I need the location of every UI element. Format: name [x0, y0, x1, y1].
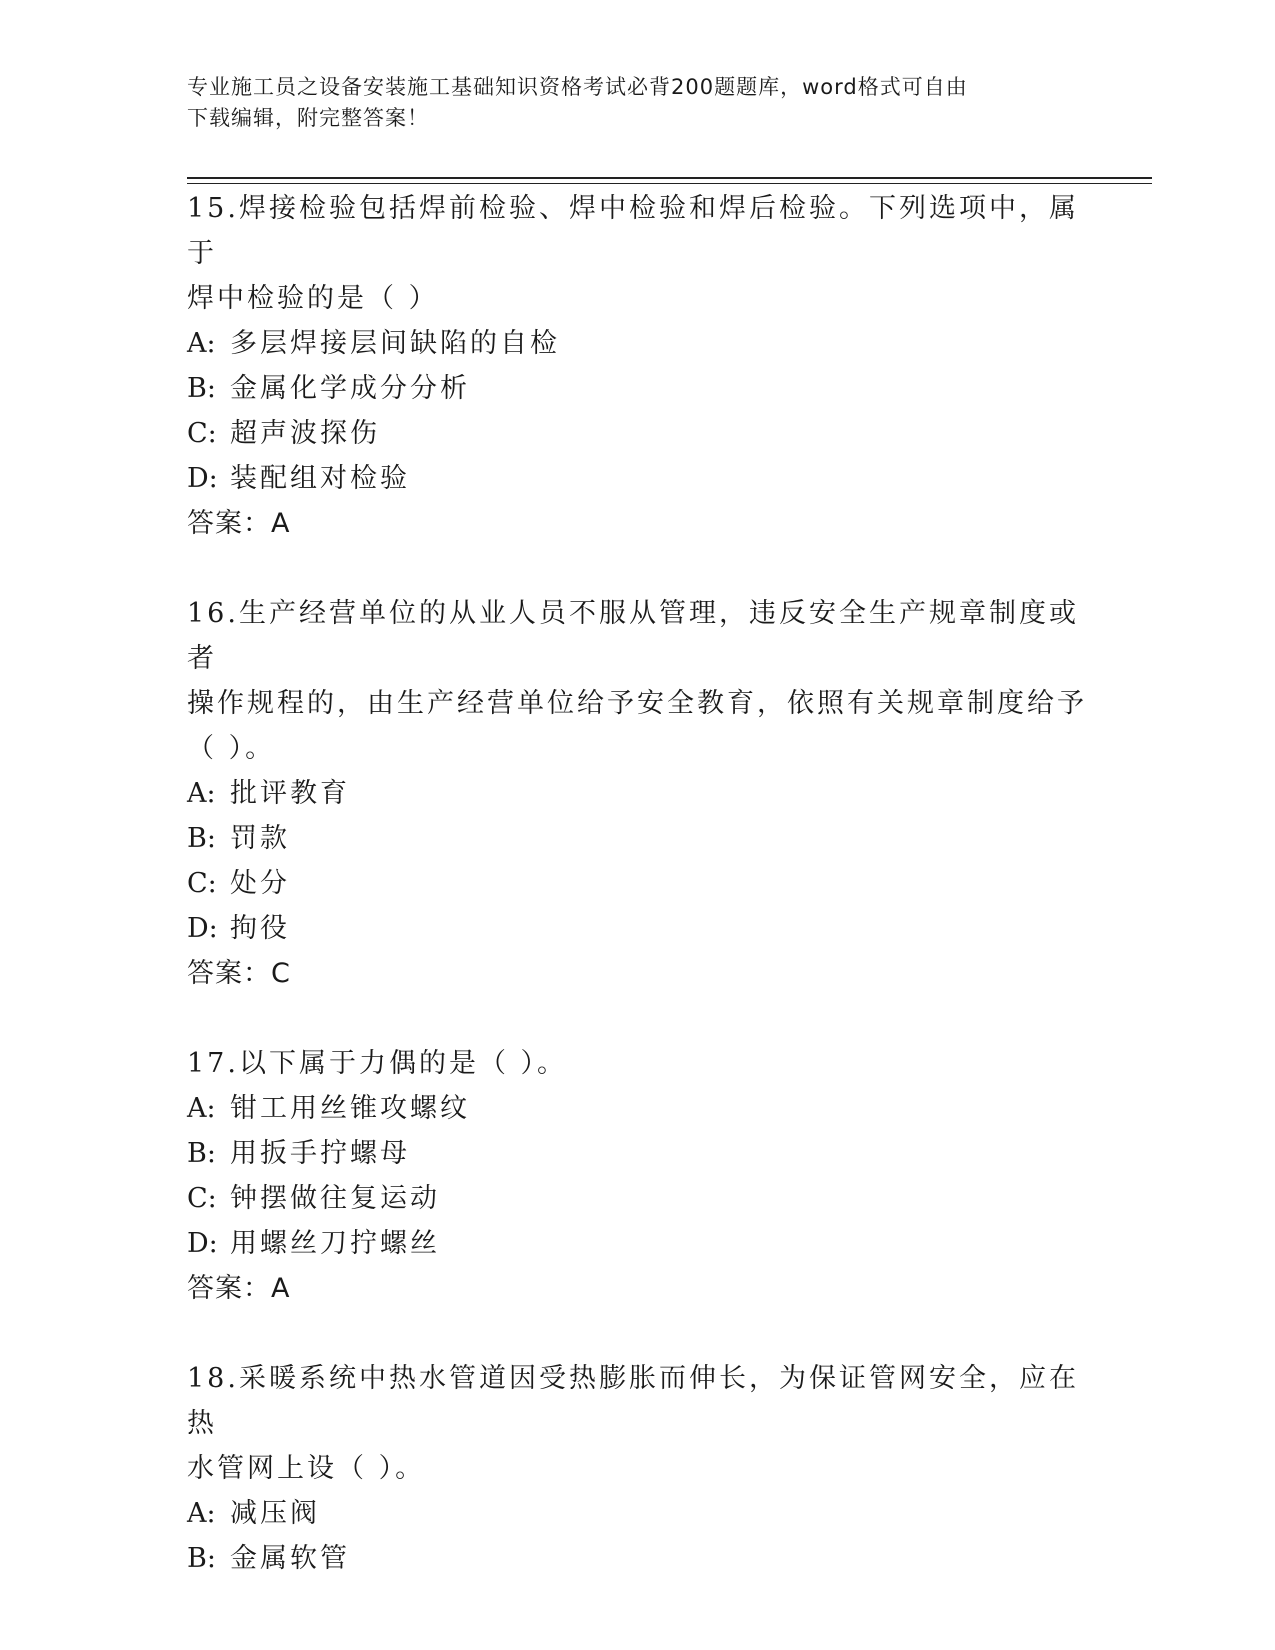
option-c — [187, 1176, 1087, 1221]
question-17 — [187, 1041, 1087, 1311]
option-key: A: — [187, 778, 216, 809]
option-b — [187, 1536, 1087, 1581]
option-text: 超声波探伤 — [230, 418, 380, 449]
option-key: D: — [187, 463, 218, 494]
option-a — [187, 1086, 1087, 1131]
option-text: 用螺丝刀拧螺丝 — [230, 1228, 440, 1259]
answer-line: 答案：C — [187, 958, 291, 989]
option-text: 处分 — [230, 868, 290, 899]
option-key: C: — [187, 418, 217, 449]
question-list — [187, 186, 1087, 1626]
option-key: C: — [187, 868, 217, 899]
option-b — [187, 366, 1087, 411]
answer-line: 答案：A — [187, 1273, 291, 1304]
option-key: A: — [187, 1093, 216, 1124]
option-key: C: — [187, 1183, 217, 1214]
option-a — [187, 1491, 1087, 1536]
option-a — [187, 321, 1087, 366]
stem-line: 15.焊接检验包括焊前检验、焊中检验和焊后检验。下列选项中，属于 — [187, 193, 1079, 269]
header-line-1: 专业施工员之设备安装施工基础知识资格考试必背200题题库，word格式可自由 — [187, 75, 968, 99]
question-stem — [187, 1356, 1087, 1491]
question-15 — [187, 186, 1087, 546]
question-stem — [187, 591, 1087, 771]
option-text: 拘役 — [230, 913, 290, 944]
option-key: B: — [187, 373, 216, 404]
question-18 — [187, 1356, 1087, 1581]
option-d — [187, 906, 1087, 951]
option-key: B: — [187, 1543, 216, 1574]
option-key: D: — [187, 913, 218, 944]
header-line-2: 下载编辑，附完整答案！ — [187, 106, 429, 130]
option-c — [187, 411, 1087, 456]
option-b — [187, 1131, 1087, 1176]
option-key: D: — [187, 1228, 218, 1259]
question-stem — [187, 1041, 1087, 1086]
stem-line: （ ）。 — [187, 733, 276, 764]
option-key: A: — [187, 328, 216, 359]
option-text: 钟摆做往复运动 — [230, 1183, 440, 1214]
option-text: 罚款 — [230, 823, 290, 854]
header-rule-thin — [187, 183, 1152, 184]
option-d — [187, 1221, 1087, 1266]
option-text: 用扳手拧螺母 — [230, 1138, 410, 1169]
option-a — [187, 771, 1087, 816]
option-d — [187, 456, 1087, 501]
question-stem — [187, 186, 1087, 321]
stem-line: 操作规程的，由生产经营单位给予安全教育，依照有关规章制度给予 — [187, 688, 1087, 719]
option-b — [187, 816, 1087, 861]
question-16 — [187, 591, 1087, 996]
option-c — [187, 861, 1087, 906]
option-text: 批评教育 — [230, 778, 350, 809]
option-key: B: — [187, 1138, 216, 1169]
stem-line: 水管网上设（ ）。 — [187, 1453, 426, 1484]
option-text: 金属软管 — [230, 1543, 350, 1574]
option-text: 减压阀 — [230, 1498, 320, 1529]
stem-line: 17.以下属于力偶的是（ ）。 — [187, 1048, 568, 1079]
option-text: 多层焊接层间缺陷的自检 — [230, 328, 560, 359]
answer-line: 答案：A — [187, 508, 291, 539]
document-header — [187, 72, 1067, 134]
stem-line: 16.生产经营单位的从业人员不服从管理，违反安全生产规章制度或者 — [187, 598, 1079, 674]
stem-line: 18.采暖系统中热水管道因受热膨胀而伸长，为保证管网安全，应在热 — [187, 1363, 1079, 1439]
option-key: B: — [187, 823, 216, 854]
header-rule-thick — [187, 177, 1152, 179]
option-text: 钳工用丝锥攻螺纹 — [230, 1093, 470, 1124]
stem-line: 焊中检验的是（ ） — [187, 283, 439, 314]
option-key: A: — [187, 1498, 216, 1529]
option-text: 金属化学成分分析 — [230, 373, 470, 404]
option-text: 装配组对检验 — [230, 463, 410, 494]
